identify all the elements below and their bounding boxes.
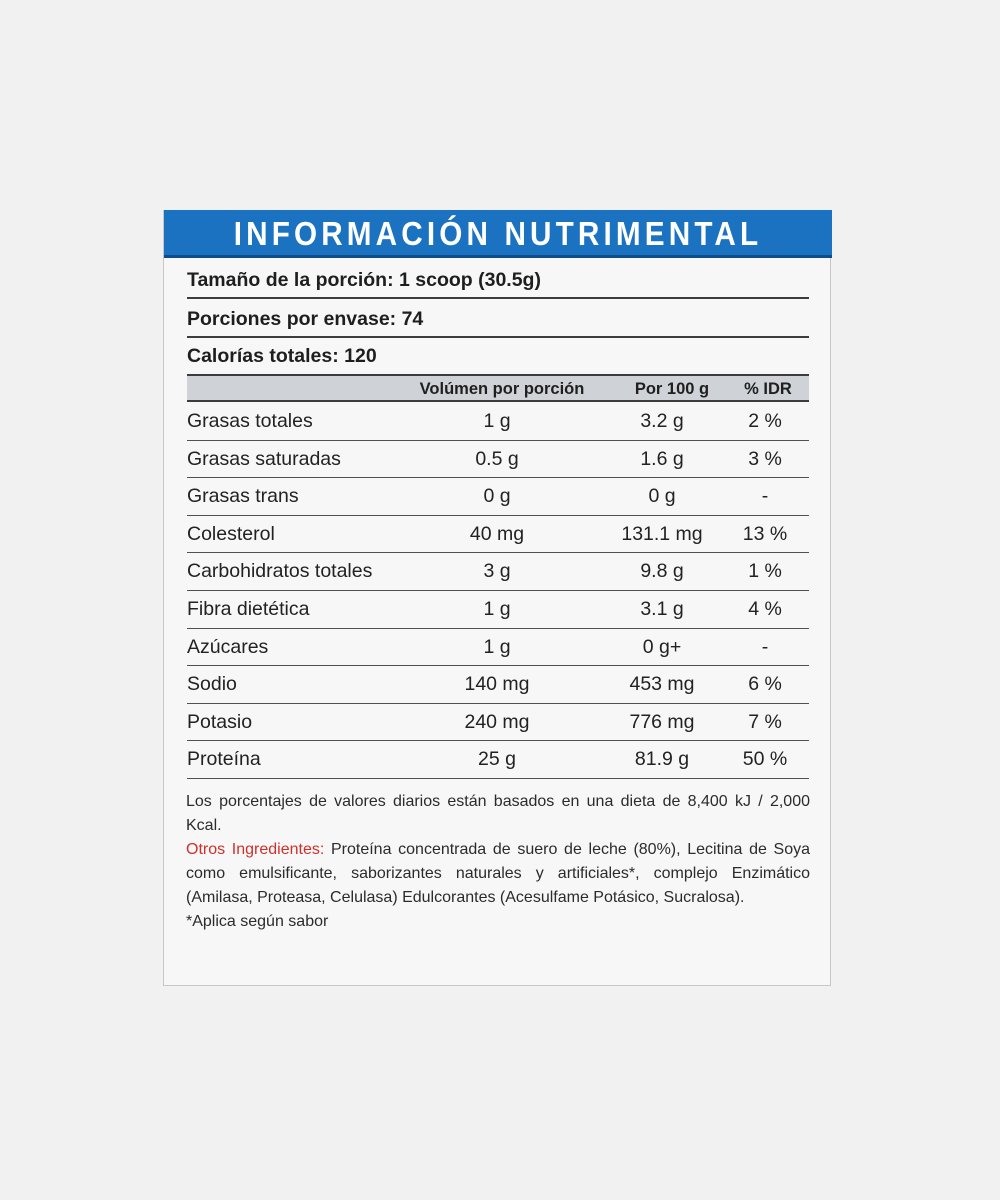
per-serving-value: 3 g [483, 560, 511, 583]
ingredients-paragraph [186, 838, 810, 910]
serving-size: Tamaño de la porción: 1 scoop (30.5g) [187, 269, 541, 291]
footer-notes [186, 790, 810, 934]
servings-per-container: Porciones por envase: 74 [187, 308, 424, 330]
nutrient-name: Carbohidratos totales [187, 560, 373, 583]
row-divider [187, 628, 809, 629]
per-serving-value: 1 g [483, 635, 511, 658]
column-header-per-serving: Volúmen por porción [419, 380, 585, 398]
per-serving-value: 240 mg [464, 710, 530, 733]
row-divider [187, 703, 809, 704]
idr-value: 1 % [748, 560, 782, 583]
per-100g-value: 0 g+ [642, 635, 682, 658]
column-header-idr: % IDR [744, 380, 792, 398]
row-divider [187, 665, 809, 666]
ingredients-text: Proteína concentrada de suero de leche (80%), Lecitina de Soya como emulsificante, saborizantes naturales y artificiales*, complejo Enzimático (Amilasa, Proteasa, Celulasa) Edulcorantes (Acesulfame Potásico, Sucralosa). [186, 841, 811, 906]
row-divider [187, 440, 809, 441]
nutrient-name: Sodio [187, 673, 237, 696]
per-serving-value: 140 mg [464, 673, 530, 696]
ingredients-label: Otros Ingredientes: [186, 841, 325, 858]
idr-value: - [761, 635, 769, 658]
row-divider [187, 590, 809, 591]
nutrition-facts-panel [163, 210, 831, 986]
idr-value: 2 % [748, 410, 782, 432]
title-banner [164, 210, 832, 258]
row-divider [187, 477, 809, 478]
per-100g-value: 453 mg [629, 673, 695, 696]
per-serving-value: 1 g [483, 410, 511, 432]
row-divider [187, 552, 809, 553]
per-100g-value: 81.9 g [634, 748, 690, 771]
per-100g-value: 131.1 mg [621, 522, 703, 545]
idr-value: 50 % [742, 748, 788, 771]
row-divider [187, 515, 809, 516]
per-100g-value: 3.2 g [640, 410, 684, 432]
nutrient-name: Fibra dietética [187, 598, 310, 620]
nutrient-name: Grasas trans [187, 485, 299, 508]
nutrient-name: Proteína [187, 748, 261, 771]
idr-value: - [761, 485, 769, 508]
row-divider [187, 740, 809, 741]
nutrient-name: Colesterol [187, 522, 275, 545]
idr-value: 3 % [748, 447, 782, 470]
divider [187, 297, 809, 299]
nutrient-name: Grasas saturadas [187, 447, 341, 470]
per-serving-value: 1 g [483, 598, 511, 620]
per-100g-value: 3.1 g [640, 598, 684, 620]
daily-values-note: Los porcentajes de valores diarios están basados en una dieta de 8,400 kJ / 2,000 Kcal. [186, 793, 810, 834]
idr-value: 6 % [748, 673, 782, 696]
nutrient-name: Azúcares [187, 635, 269, 658]
idr-value: 4 % [748, 598, 782, 620]
per-100g-value: 9.8 g [640, 560, 684, 583]
flavor-note: *Aplica según sabor [186, 913, 329, 930]
total-calories: Calorías totales: 120 [187, 345, 377, 367]
panel-title: INFORMACIÓN NUTRIMENTAL [233, 215, 763, 252]
per-serving-value: 25 g [478, 748, 516, 771]
row-divider [187, 778, 809, 779]
per-serving-value: 0.5 g [475, 447, 519, 470]
idr-value: 7 % [748, 710, 782, 733]
column-header-per-100g: Por 100 g [634, 380, 710, 398]
nutrient-name: Potasio [187, 710, 253, 733]
per-serving-value: 0 g [483, 485, 511, 508]
per-100g-value: 1.6 g [640, 447, 684, 470]
nutrient-name: Grasas totales [187, 410, 313, 432]
table-header [187, 374, 809, 402]
per-100g-value: 0 g [648, 485, 676, 508]
per-serving-value: 40 mg [469, 522, 525, 545]
divider [187, 336, 809, 338]
idr-value: 13 % [742, 522, 788, 545]
per-100g-value: 776 mg [629, 710, 695, 733]
